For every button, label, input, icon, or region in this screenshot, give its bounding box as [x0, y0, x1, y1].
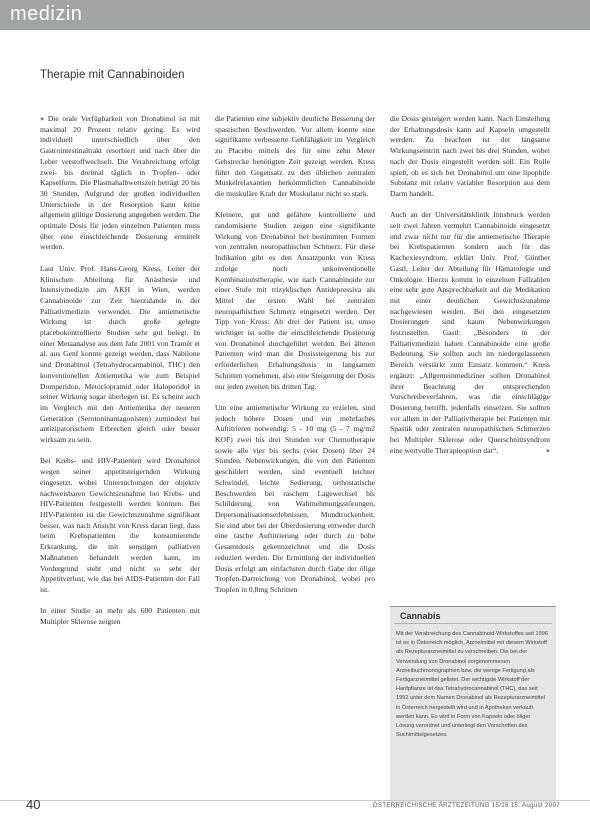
info-box-title: Cannabis — [394, 607, 552, 624]
footer-rule — [0, 800, 590, 801]
start-mark-icon: » — [40, 115, 45, 123]
article-title: Therapie mit Cannabinoiden — [40, 69, 185, 81]
info-box-text: Mit der Verabreichung des Cannabinoid-Wirkstoffes seit 1996 ist es in Österreich möglich, Arzneimittel mit diesem Wirkstoff als Rezepturarzneimittel zu verschreiben. Die bei der Verwendung von Dronabinol vorgenommenen Arzneibuchmonographien bzw. die wenige Fertigung als Fertigarzneimittel gelistet. Der wichtigste Wirkstoff der Hanfpflanze ist das Tetrahydrocannabinol (THC), das seit 1992 unter dem Namen Dronabinol als Rezepturarzneimittel in Österreich hergestellt wird und in Apotheken verkauft werden kann. Es wird in Form von Kapseln oder öliger Lösung verordnet und unterliegt den Vorschriften des Suchtmittelgesetzes. — [396, 631, 548, 739]
paragraph-text: Die orale Verfügbarkeit von Dronabinol ist mit maximal 20 Prozent relativ gering. Es wird individuell unterschiedlich über den Gastrointestinaltrakt resorbiert und nach über die Leber verstoffwechselt. Die Verabreichung erfolgt zwei- bis dreimal täglich in Tropfen- oder Kapselform. Die Plasmahalbwertszeit beträgt 20 bis 30 Stunden. Aufgrund der großen individuellen Unterschiede in der Resorption kann keine allgemein gültige Dosierung angegeben werden. Die optimale Dosis für jeden einzelnen Patienten muss über eine einschleichende Dosierung ermittelt werden. — [40, 114, 200, 252]
paragraph: Um eine antiemetische Wirkung zu erzielen, sind jedoch höhere Dosen und ein mehrfaches Auftitrieren notwendig: 5 - 10 mg (5 - 7 mg/m2 KOF) zwei bis drei Stunden vor Chemotherapie sowie alle vier bis sechs (vier Dosen) über 24 Stunden. Nebenwirkungen, die von den Patienten geschildert werden, sind eventuell leichter Schwindel, leichte Sedierung, orthostatische Beschwerden bei raschem Lagewechsel bis Schilderung von Wahrnehmungsstörungen, Depersonalisationserlebnissen, Mundtrockenheit, Sie sind aber bei der Überdosierung entweder durch eine rasche Auftitrierung oder durch zu hohe Gesamtdosis gekennzeichnet und die Dosis reduziert werden. Die Ermittlung der individuellen Dosis erfolgt am einfachsten durch Gabe der ölige Tropfen-Darreichung von Dronabinol, wobei pro Tropfen in 0,8mg Schritten — [215, 402, 375, 594]
article-column-1 — [40, 114, 200, 638]
paragraph: die Patienten eine subjektiv deutliche Besserung der spastischen Beschwerden. Vor allem konnte eine signifikante verbesserte Gehfähigkeit im Vergleich zu Placebo mittels des für eine zehn Meter Gehstrecke benötigten Zeit gezeigt werden. Kress führt den Gegensatz zu den üblichen zentralen Muskelrelaxantien herkömmlichen Cannabinoide die muskuläre Kraft der Muskulatur nicht so stark. — [215, 114, 375, 198]
info-box — [390, 606, 556, 803]
paragraph: In einer Studie an mehr als 600 Patienten mit Multipler Sklerose zeigten — [40, 606, 200, 626]
paragraph: Laut Univ. Prof. Hans-Georg Kress, Leiter der Klinischen Abteilung für Anästhesie und Intensivmedizin am AKH in Wien, werden Cannabinoide zur Zeit hierzulande in der Palliativmedizin verwendet. Die antiemetische Wirkung ist durch große gelegte placebokontrollierte Studien sehr gut belegt. In einer Metaanalyse aus dem Jahr 2001 von Tramèr et al. aus Genf konnte gezeigt werden, dass Nabilone und Dronabinol (Tetrahydrocannabinol, THC) den konventionellen Antiemetika wie zum Beispiel Domperidon, Metoclopramid oder Haloperidol in seiner Wirkung sogar überlegen ist. Es scheint auch im Vergleich mit den Antiemetika der neueren Generation (Serotoninantagonisten) zumindest bei antizipatorischem Erbrechen gleich oder besser wirksam zu sein. — [40, 263, 200, 445]
journal-line: ÖSTERREICHISCHE ÄRZTEZEITUNG 15/16 15. August 2007 — [372, 802, 560, 809]
article-column-3 — [390, 114, 550, 467]
paragraph — [390, 210, 550, 456]
paragraph: Bei Krebs- und HIV-Patienten wird Dronabinol wegen seiner appetitsteigernden Wirkung eingesetzt, wobei Untersuchungen der objektiv nachweisbaren Gewichtszunahme bei Krebs- und HIV-Patienten festgestellt werden konnten. Bei HIV-Patienten ist die Gewichtszunahme signifikant besser, was nach Ansicht von Kress daran liegt, dass beim Krebspatienten die konsumierende Erkrankung, die mit sonstigen palliativen Maßnahmen behandelt werden kann, im Vordergrund steht und nicht so sehr der Appetitverlust, wie das bei AIDS-Patienten der Fall ist. — [40, 456, 200, 594]
end-mark-icon: » — [545, 446, 550, 455]
paragraph: Kleinere, gut und gefährte kontrollierte und randomisierte Studien zeigen eine signifikante Wirkung von Dronabinol bei bestimmten Formen von zentralen neuropathischen Schmerz. Für diese Indikation gibt es den Ansatzpunkt von Kress zufolge noch unkonventionelle Kombinationstherapie, wie nach Cannabinoide zur einer Stufe mit trizyklischen Antidepressiva als Mittel der ersten Wahl bei zentralen neuropathischen Schmerz eingesetzt werden. Der Tipp von Kress: Ab drei der Patient ist, umso wichtiger ist sollte die einschleichende Dosierung von Dronabinol durchgeführt werden. Bei älteren Patienten wird man die Dosissteigerung bis zur erforderlichen Erhaltungsdosis in langsamen Schritten vornehmen, also eine Steigerung der Dosis nur jeden zweiten bis dritten Tag. — [215, 210, 375, 391]
header-band — [0, 0, 590, 30]
paragraph — [40, 114, 200, 253]
page-number: 40 — [26, 797, 41, 812]
article-column-2 — [215, 114, 375, 606]
paragraph: die Dosis gesteigert werden kann. Nach Einstellung der Erhaltungsdosis kann auf Kapseln umgestellt werden. Zu beachten ist der langsame Wirkungseintritt nach zwei bis drei Stunden, wobei nach der Dosis eingestellt werden soll. Ein Rolle spielt, ob es sich bei Dronabinol um eine lipophile Substanz mit relativ variabler Resorption aus dem Darm handelt. — [390, 114, 550, 198]
section-label: medizin — [10, 3, 83, 25]
paragraph-text: Auch an der Universitätsklinik Innsbruck werden seit zwei Jahren vermehrt Cannabinoide eingesetzt und zwar nicht nur für die antiemetische Therapie bei Krebspatienten sondern auch für das Kachexiesyndrom, erklärt Univ. Prof. Günther Gastl, Leiter der Abteilung für Hämatologie und Onkologie. Hierzu kommt in einzelnen Fallzahlen eine sehr gute Ansprechbarkeit auf die Medikation mit einer deutlichen Gewichtszunahme nachgewiesen werden. Bei den eingesetzten Dosierungen sind kaum Nebenwirkungen festzustellen. Gastl: „Besonders in der Palliativmedizin haben Cannabinoide eine große Bedeutung. Sie sollten auch im niedergelassenen Bereich verstärkt zum Einsatz kommen.“ Kress ergänzt: „Allgemeinmediziner sollten Dronabinol ihrer Beachtung der entsprechenden Vorschreibeverfahren, was die einschlägige Dosierung betrifft, jedenfalls einsetzen. Sie sollten vor allem in der Palliativtherapie bei Patienten mit Spastik oder zentralen neuropathischen Schmerzen bei Multipler Sklerose oder Querschnittsyndrom eine wertvolle Therapieoption dar“. — [390, 210, 550, 455]
